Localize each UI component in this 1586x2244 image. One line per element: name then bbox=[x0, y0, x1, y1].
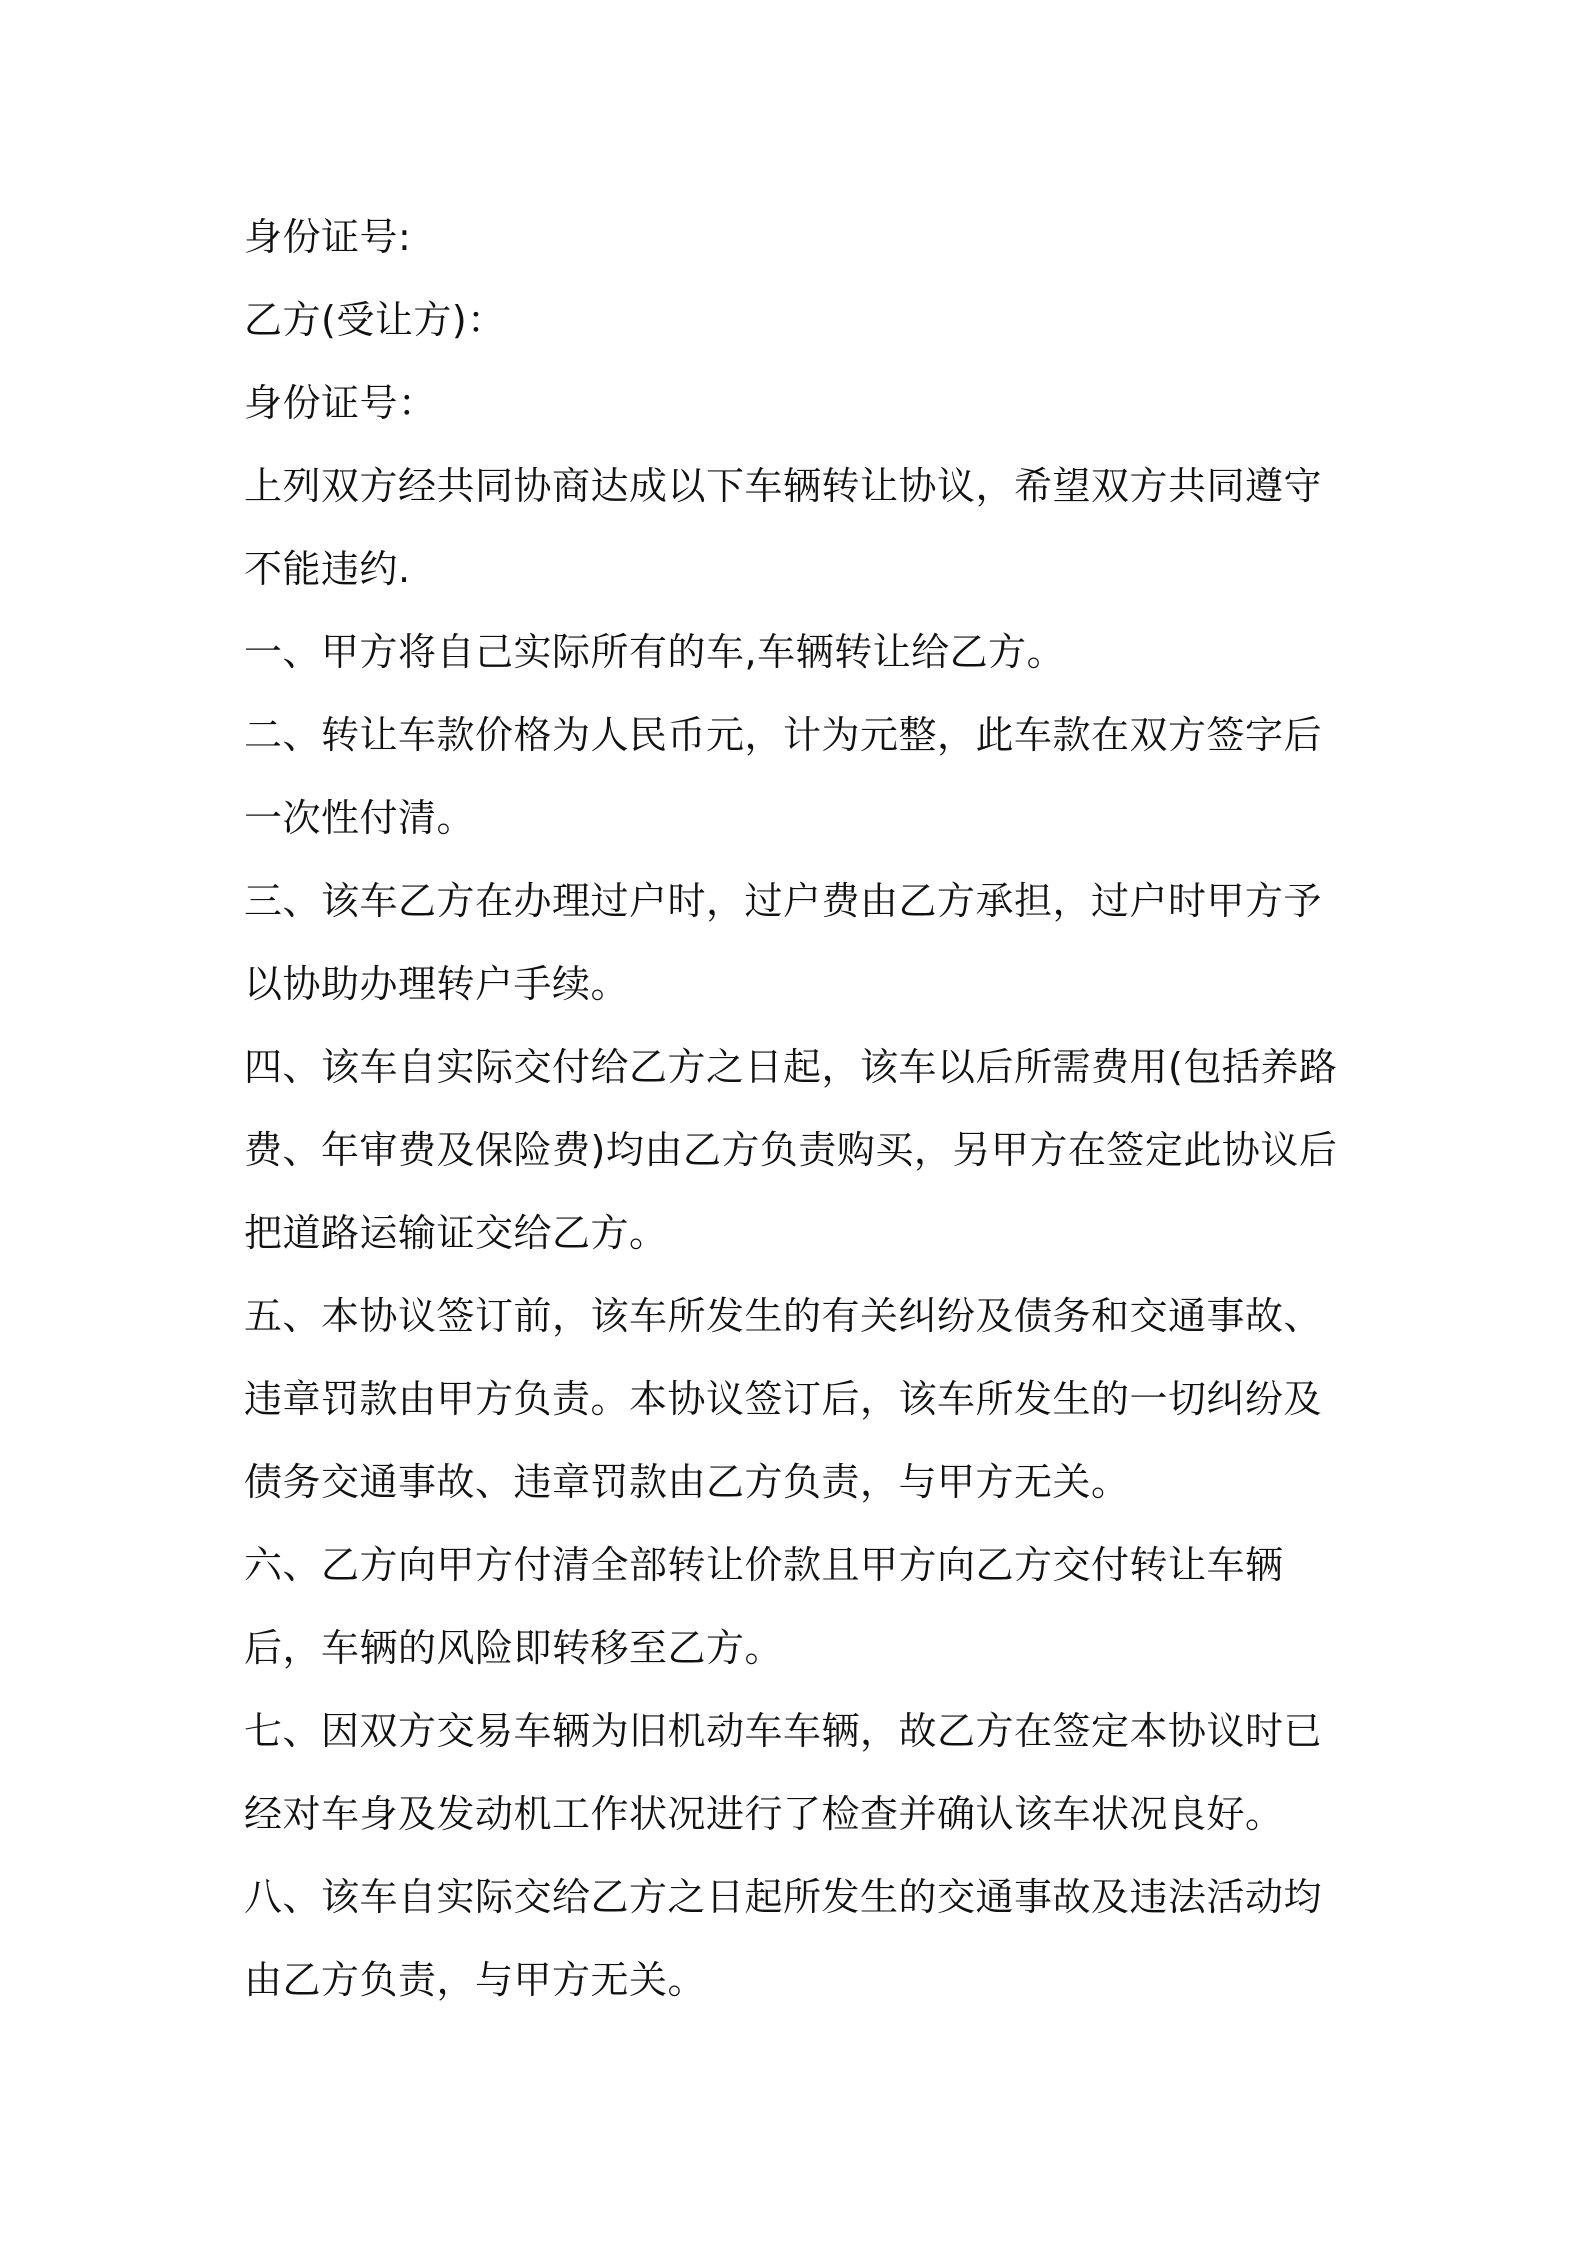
clause-1: 一、甲方将自己实际所有的车,车辆转让给乙方。 bbox=[244, 630, 1066, 674]
clause-7: 七、因双方交易车辆为旧机动车车辆，故乙方在签定本协议时已经对车身及发动机工作状况进行了检查并确认该车状况良好。 bbox=[244, 1709, 1323, 1836]
agreement-body bbox=[244, 196, 1359, 2022]
buyer-party-line: 乙方(受让方)： bbox=[244, 298, 506, 342]
clause-8: 八、该车自实际交给乙方之日起所发生的交通事故及违法活动均由乙方负责，与甲方无关。 bbox=[244, 1875, 1323, 2002]
clause-6: 六、乙方向甲方付清全部转让价款且甲方向乙方交付转让车辆后，车辆的风险即转移至乙方。 bbox=[244, 1543, 1284, 1670]
clause-4: 四、该车自实际交付给乙方之日起，该车以后所需费用(包括养路费、年审费及保险费)均由乙方负责购买，另甲方在签定此协议后把道路运输证交给乙方。 bbox=[244, 1045, 1338, 1255]
clause-5: 五、本协议签订前，该车所发生的有关纠纷及债务和交通事故、违章罚款由甲方负责。本协议签订后，该车所发生的一切纠纷及债务交通事故、违章罚款由乙方负责，与甲方无关。 bbox=[244, 1294, 1323, 1504]
seller-id-number-line: 身份证号: bbox=[244, 215, 412, 259]
clause-2: 二、转让车款价格为人民币元，计为元整，此车款在双方签字后一次性付清。 bbox=[244, 713, 1323, 840]
clause-3: 三、该车乙方在办理过户时，过户费由乙方承担，过户时甲方予以协助办理转户手续。 bbox=[244, 879, 1323, 1006]
agreement-preamble: 上列双方经共同协商达成以下车辆转让协议，希望双方共同遵守不能违约. bbox=[244, 464, 1323, 591]
buyer-id-number-line: 身份证号： bbox=[244, 381, 437, 425]
